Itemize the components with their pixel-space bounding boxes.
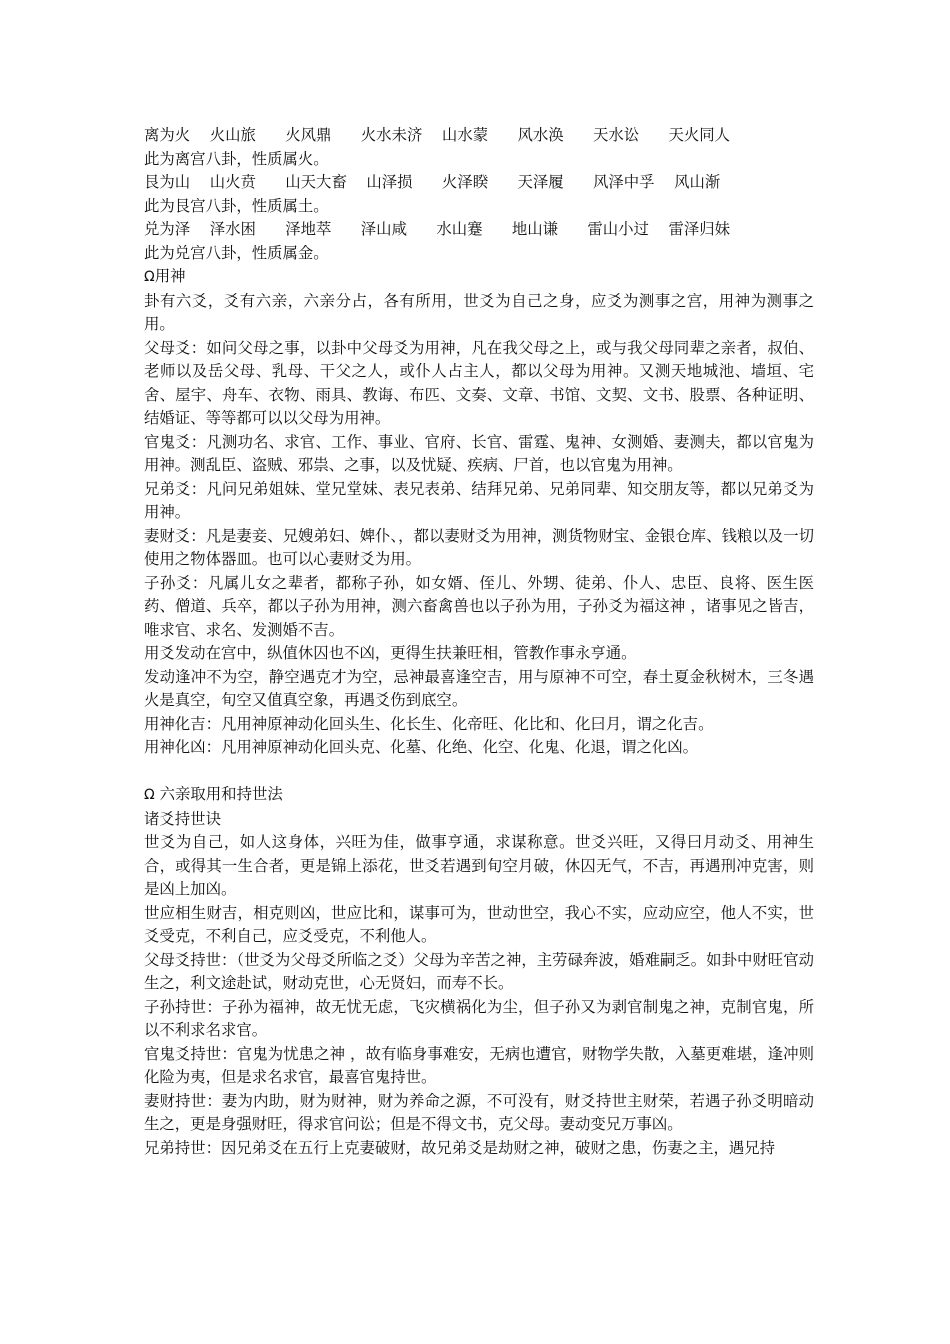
trigram-description: 此为离宫八卦，性质属火。 <box>144 149 329 168</box>
trigram-description: 此为艮宫八卦，性质属土。 <box>144 196 329 215</box>
trigram-block-dui <box>144 218 814 265</box>
paragraph: 父母爻持世：（世爻为父母爻所临之爻）父母为辛苦之神，主劳碌奔波，婚难嗣乏。如卦中财旺官动生之，利文途赴试，财动克世，心无贤妇，而寿不长。 <box>144 950 814 992</box>
paragraph: 子孙持世：子孙为福神，故无忧无虑，飞灾横祸化为尘，但子孙又为剥官制鬼之神，克制官鬼，所以不利求名求官。 <box>144 997 814 1039</box>
trigram-block-li <box>144 124 814 171</box>
omega-symbol-icon: Ω <box>144 787 155 803</box>
paragraph: 父母爻：如问父母之事，以卦中父母爻为用神，凡在我父母之上，或与我父母同辈之亲者，叔伯、老师以及岳父母、乳母、干父之人，或仆人占主人，都以父母为用神。又测天地城池、墙垣、宅舍、屋宇、舟车、衣物、雨具、教诲、布匹、文奏、文章、书馆、文契、文书、股票、各种证明、结婚证、等等都可以以父母为用神。 <box>144 338 814 427</box>
paragraph: 妻财爻：凡是妻妾、兄嫂弟妇、婢仆、，都以妻财爻为用神，测货物财宝、金银仓库、钱粮以及一切使用之物体器皿。也可以心妻财爻为用。 <box>144 526 814 568</box>
paragraph: 用神化凶：凡用神原神动化回头克、化墓、化绝、化空、化鬼、化退，谓之化凶。 <box>144 738 699 756</box>
trigram-list-line: 艮为山 山火贲 山天大畜 山泽损 火泽睽 天泽履 风泽中孚 风山渐 <box>144 173 721 191</box>
paragraph: 妻财持世：妻为内助，财为财神，财为养命之源，不可没有，财爻持世主财荣，若遇子孙爻明暗动生之，更是身强财旺，得求官问讼；但是不得文书，克父母。妻动变兄万事凶。 <box>144 1091 814 1133</box>
paragraph: 用爻发动在宫中，纵值休囚也不凶，更得生扶兼旺相，管教作事永亨通。 <box>144 644 637 662</box>
paragraph: 子孙爻：凡属儿女之辈者，都称子孙，如女婿、侄儿、外甥、徒弟、仆人、忠臣、良将、医生医药、僧道、兵卒，都以子孙为用神，测六畜禽兽也以子孙为用，子孙爻为福这神 ，诸事见之皆吉，唯求官、求名、发测婚不吉。 <box>144 573 814 639</box>
section-title: 六亲取用和持世法 <box>159 785 283 803</box>
section-title: 用神 <box>154 267 186 285</box>
omega-symbol-icon: Ω <box>144 269 155 285</box>
paragraph: 卦有六爻，爻有六亲，六亲分占，各有所用，世爻为自己之身，应爻为测事之宫，用神为测事之用。 <box>144 291 814 333</box>
paragraph: 官鬼爻持世：官鬼为忧患之神 ，故有临身事难安，无病也遭官，财物学失散，入墓更难堪，逢冲则化险为夷，但是求名求官，最喜官鬼持世。 <box>144 1044 814 1086</box>
paragraph: 官鬼爻：凡测功名、求官、工作、事业、官府、长官、雷霆、鬼神、女测婚、妻测夫，都以官鬼为用神。测乱臣、盗贼、邪祟、之事，以及忧疑、疾病、尸首，也以官鬼为用神。 <box>144 432 814 474</box>
section-subtitle: 诸爻持世诀 <box>144 809 221 828</box>
paragraph: 兄弟持世：因兄弟爻在五行上克妻破财，故兄弟爻是劫财之神，破财之患，伤妻之主，遇兄持 <box>144 1138 776 1157</box>
trigram-description: 此为兑宫八卦，性质属金。 <box>144 243 329 262</box>
section-heading-yongshen <box>144 265 814 290</box>
paragraph: 世爻为自己，如人这身体，兴旺为佳，做事亨通，求谋称意。世爻兴旺，又得曰月动爻、用神生合，或得其一生合者，更是锦上添花，世爻若遇到旬空月破，休囚无气，不吉，再遇刑冲克害，则是凶上加凶。 <box>144 833 814 898</box>
paragraph: 世应相生财吉，相克则凶，世应比和，谋事可为，世动世空，我心不实，应动应空，他人不实，世爻受克，不利自己，应爻受克，不利他人。 <box>144 903 814 945</box>
document-page <box>144 124 814 1160</box>
paragraph: 兄弟爻：凡问兄弟姐妹、堂兄堂妹、表兄表弟、结拜兄弟、兄弟同辈、知交朋友等，都以兄弟爻为用神。 <box>144 479 814 521</box>
trigram-block-gen <box>144 171 814 218</box>
section-heading-liuqin <box>144 783 814 808</box>
paragraph: 发动逢冲不为空，静空遇克才为空，忌神最喜逢空吉，用与原神不可空，春土夏金秋树木，三冬遇火是真空，旬空又值真空象，再遇爻伤到底空。 <box>144 667 814 709</box>
trigram-list-line: 兑为泽 泽水困 泽地萃 泽山咸 水山蹇 地山谦 雷山小过 雷泽归妹 <box>144 220 731 238</box>
trigram-list-line: 离为火 火山旅 火风鼎 火水未济 山水蒙 风水涣 天水讼 天火同人 <box>144 126 731 144</box>
blank-line <box>144 760 814 784</box>
paragraph: 用神化吉：凡用神原神动化回头生、化长生、化帝旺、化比和、化曰月，谓之化吉。 <box>144 714 714 733</box>
